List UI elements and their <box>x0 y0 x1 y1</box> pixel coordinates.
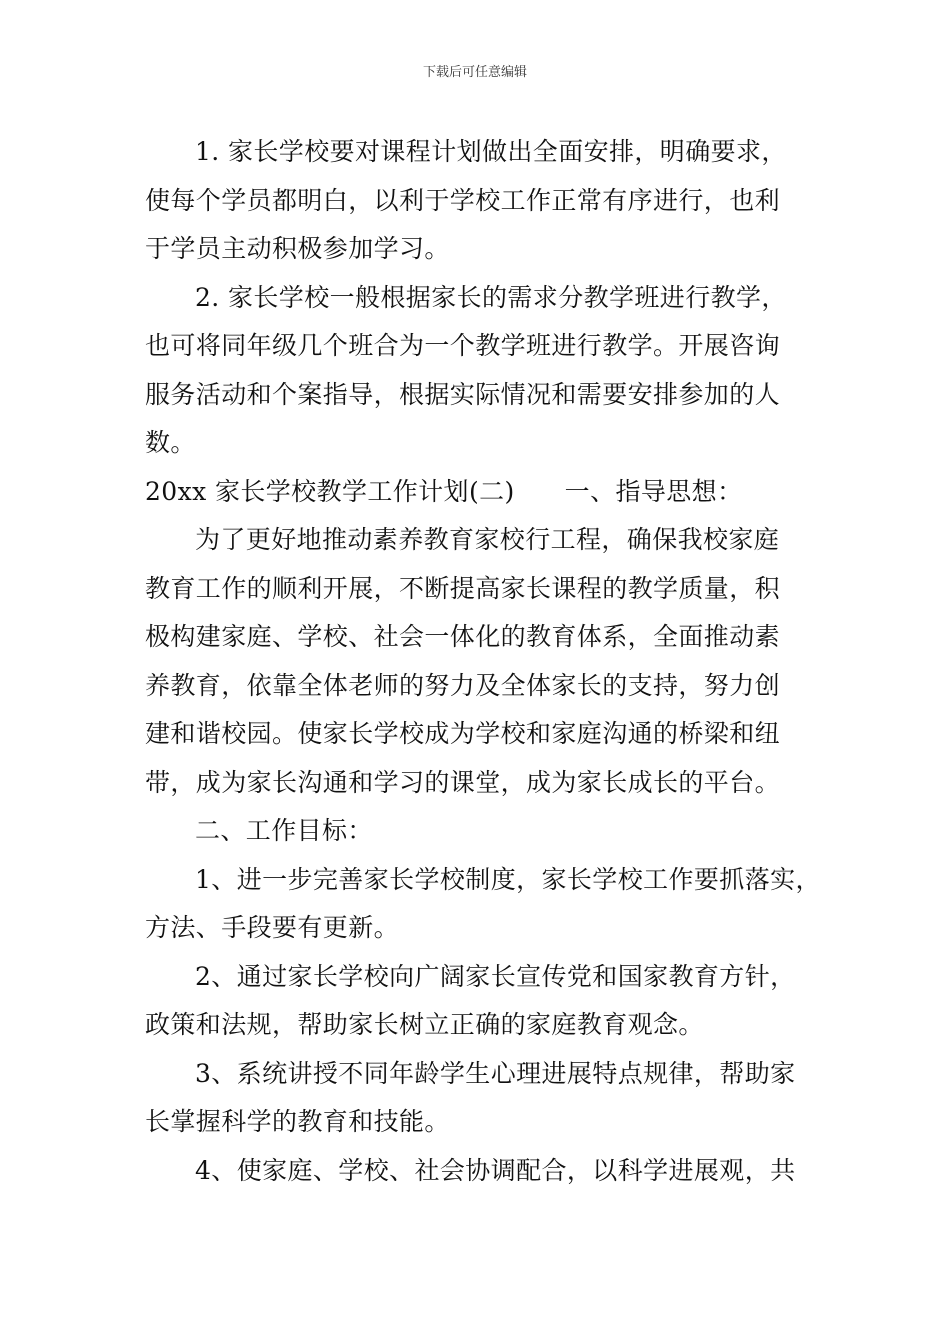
paragraph-line: 政策和法规，帮助家长树立正确的家庭教育观念。 <box>145 1010 704 1039</box>
paragraph-line: 1. 家长学校要对课程计划做出全面安排，明确要求， <box>195 137 787 166</box>
paragraph-line: 2、通过家长学校向广阔家长宣传党和国家教育方针， <box>195 961 796 991</box>
section-heading: 二、工作目标： <box>195 816 373 845</box>
paragraph-line: 数。 <box>145 428 196 457</box>
document-title: 20xx 家长学校教学工作计划(二) <box>145 476 515 506</box>
paragraph-line: 服务活动和个案指导，根据实际情况和需要安排参加的人 <box>145 379 781 409</box>
paragraph-line: 带，成为家长沟通和学习的课堂，成为家长成长的平台。 <box>145 767 781 797</box>
paragraph-line: 2. 家长学校一般根据家长的需求分教学班进行教学， <box>195 282 787 312</box>
paragraph-line: 4、使家庭、学校、社会协调配合，以科学进展观，共 <box>195 1155 796 1185</box>
paragraph-line: 养教育，依靠全体老师的努力及全体家长的支持，努力创 <box>145 670 781 700</box>
paragraph-line: 极构建家庭、学校、社会一体化的教育体系，全面推动素 <box>145 622 781 651</box>
paragraph-line: 3、系统讲授不同年龄学生心理进展特点规律，帮助家 <box>195 1058 796 1088</box>
paragraph-line: 建和谐校园。使家长学校成为学校和家庭沟通的桥梁和纽 <box>145 719 781 748</box>
document-body <box>145 128 825 1195</box>
paragraph-line: 1、进一步完善家长学校制度，家长学校工作要抓落实， <box>195 864 821 894</box>
document-title-line <box>145 468 825 517</box>
paragraph-line: 也可将同年级几个班合为一个教学班进行教学。开展咨询 <box>145 331 781 360</box>
paragraph-line: 使每个学员都明白，以利于学校工作正常有序进行，也利 <box>145 185 781 215</box>
page-header: 下载后可任意编辑 <box>422 65 527 80</box>
paragraph-line: 于学员主动积极参加学习。 <box>145 234 450 263</box>
paragraph-line: 为了更好地推动素养教育家校行工程，确保我校家庭 <box>195 525 780 554</box>
paragraph-line: 方法、手段要有更新。 <box>145 913 400 942</box>
paragraph-line: 长掌握科学的教育和技能。 <box>145 1107 450 1136</box>
section-heading: 一、指导思想： <box>564 476 743 506</box>
paragraph-line: 教育工作的顺利开展，不断提高家长课程的教学质量，积 <box>145 573 781 603</box>
